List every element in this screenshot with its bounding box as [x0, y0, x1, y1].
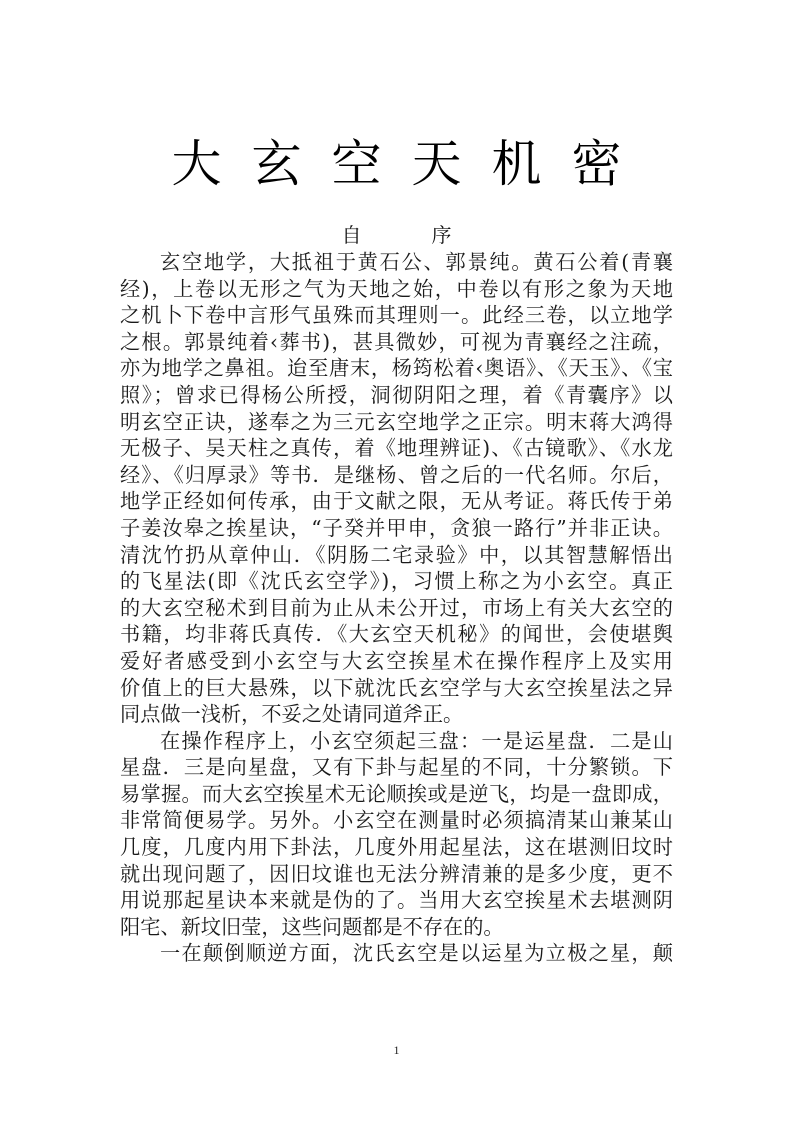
text-line: 地学正经如何传承，由于文献之限，无从考证。蒋氏传于弟: [120, 489, 673, 514]
text-line: 易掌握。而大玄空挨星术无论顺挨或是逆飞，均是一盘即成，: [120, 781, 673, 806]
text-line: 用说那起星诀本来就是伪的了。当用大玄空挨星术去堪测阴: [120, 888, 673, 913]
text-line: 非常简便易学。另外。小玄空在测量时必须搞清某山兼某山: [120, 808, 673, 833]
text-line: 的飞星法(即《沈氏玄空学》)，习惯上称之为小玄空。真正: [120, 569, 673, 594]
text-line: 子姜汝皋之挨星诀，“子癸并甲申，贪狼一路行”并非正诀。: [120, 515, 673, 540]
text-line: 的大玄空秘术到目前为止从未公开过，市场上有关大玄空的: [120, 595, 673, 620]
section-heading-right: 序: [431, 223, 452, 247]
text-line: 阳宅、新坟旧莹，这些问题都是不存在的。: [120, 914, 504, 939]
text-line: 照》；曾求已得杨公所授，洞彻阴阳之理，着《青囊序》以: [120, 382, 673, 407]
text-line: 爱好者感受到小玄空与大玄空挨星术在操作程序上及实用: [120, 648, 673, 673]
text-line: 无极子、吴天柱之真传，着《地理辨证)、《古镜歌》、《水龙: [120, 436, 673, 461]
document-title: 大玄空天机密: [171, 134, 652, 193]
section-heading-preface: [0, 222, 793, 248]
text-line: 同点做一浅析，不妥之处请同道斧正。: [120, 702, 464, 727]
text-line: 一在颠倒顺逆方面，沈氏玄空是以运星为立极之星，颠: [160, 941, 673, 966]
page-number: 1: [393, 1043, 400, 1057]
text-line: 星盘．三是向星盘，又有下卦与起星的不同，十分繁锁。下: [120, 755, 673, 780]
text-line: 书籍，均非蒋氏真传．《大玄空天机秘》的闻世，会使堪舆: [120, 622, 673, 647]
text-line: 亦为地学之鼻祖。迨至唐末，杨筠松着‹奥语》、《天玉》、《宝: [120, 356, 673, 381]
text-line: 之根。郭景纯着‹葬书)，甚具微妙，可视为青襄经之注疏，: [120, 329, 673, 354]
text-line: 就出现问题了，因旧坟谁也无法分辨清兼的是多少度，更不: [120, 861, 673, 886]
text-line: 几度，几度内用下卦法，几度外用起星法，这在堪测旧坟时: [120, 835, 673, 860]
text-line: 清沈竹扔从章仲山．《阴肠二宅录验》中，以其智慧解悟出: [120, 542, 673, 567]
text-line: 在操作程序上，小玄空须起三盘：一是运星盘．二是山: [160, 728, 673, 753]
text-line: 明玄空正诀，遂奉之为三元玄空地学之正宗。明末蒋大鸿得: [120, 409, 673, 434]
text-line: 玄空地学，大抵祖于黄石公、郭景纯。黄石公着(青襄: [160, 250, 673, 274]
text-line: 之机卜下卷中言形气虽殊而其理则一。此经三卷，以立地学: [120, 303, 673, 328]
body-text: [120, 249, 673, 967]
text-line: 价值上的巨大悬殊，以下就沈氏玄空学与大玄空挨星法之异: [120, 675, 673, 700]
text-line: 经》、《归厚录》等书．是继杨、曾之后的一代名师。尔后，: [120, 462, 673, 487]
text-line: 经)，上卷以无形之气为天地之始，中卷以有形之象为天地: [120, 276, 673, 301]
section-heading-left: 自: [341, 223, 362, 247]
